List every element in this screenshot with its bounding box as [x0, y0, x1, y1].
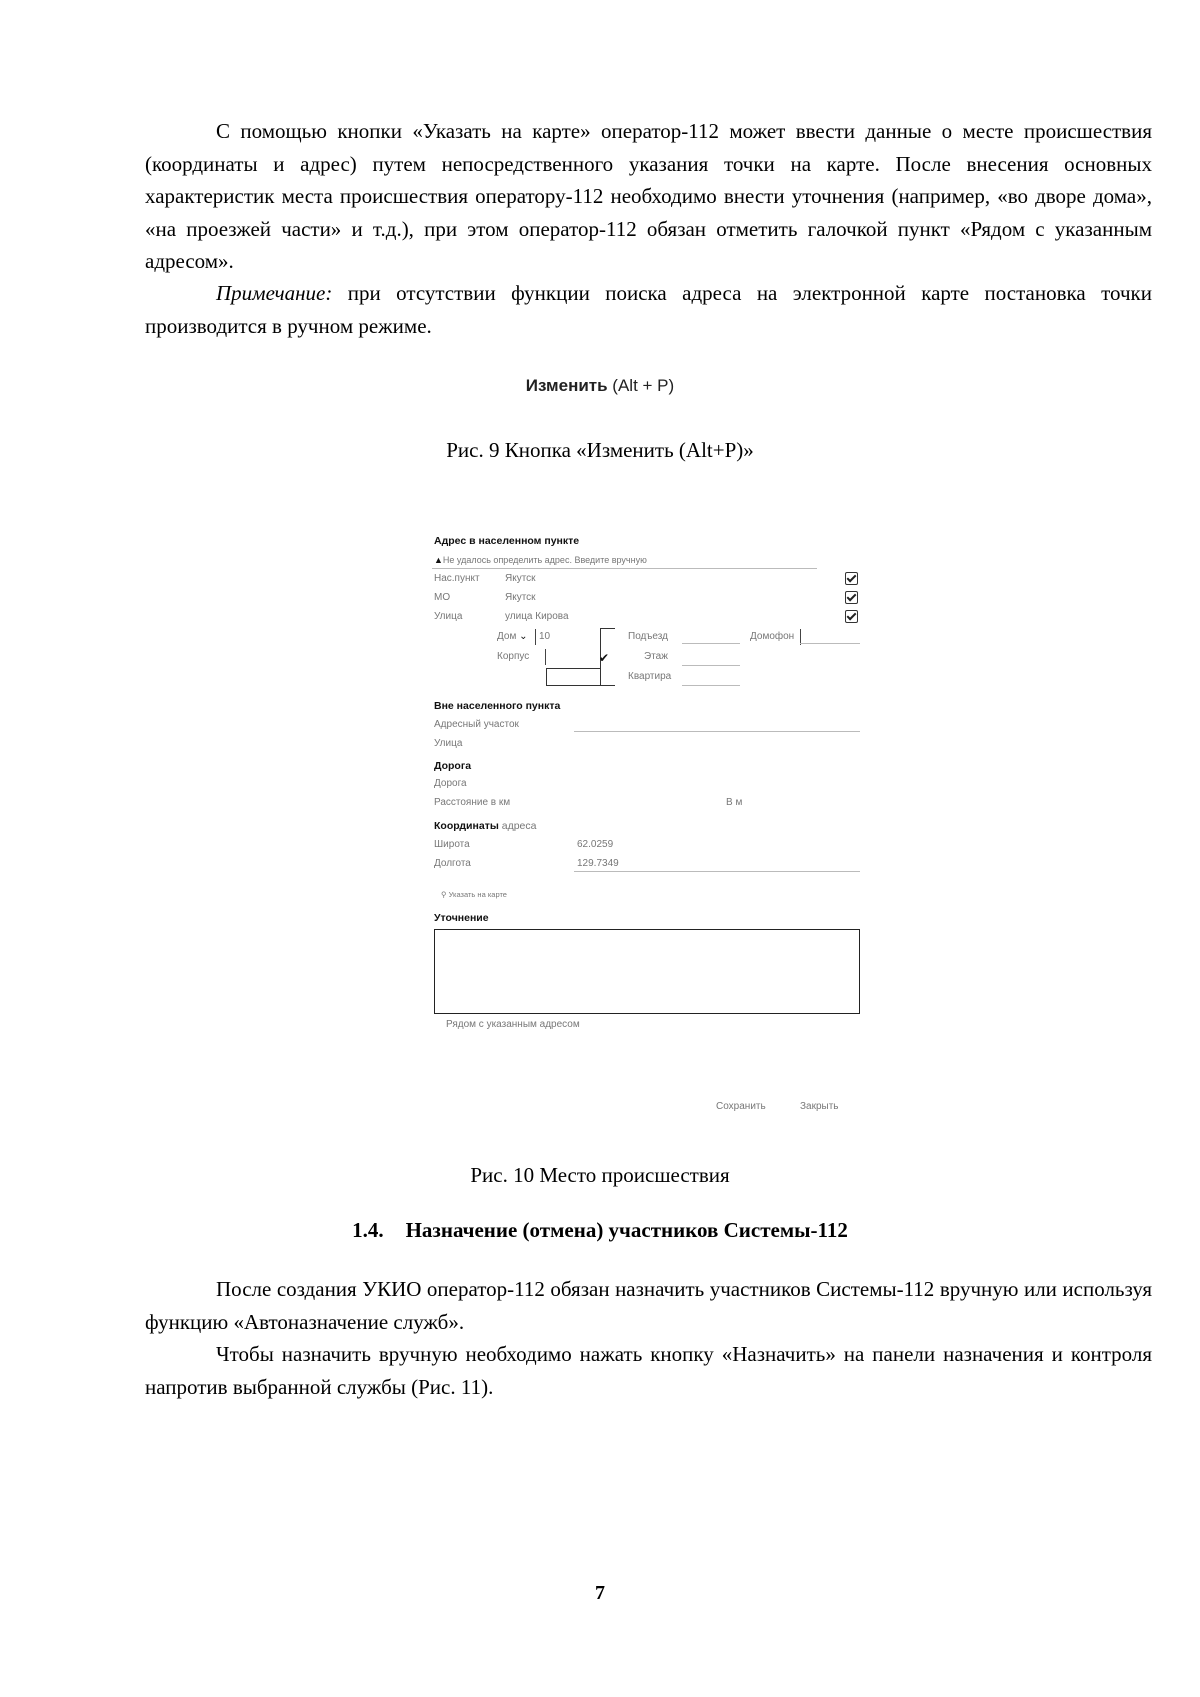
- longitude-label: Долгота: [434, 858, 471, 869]
- mo-value: Якутск: [505, 592, 536, 603]
- locality-checkbox[interactable]: [845, 572, 858, 585]
- note-text: при отсутствии функции поиска адреса на электронной карте постановка точки производится в ручном режиме.: [145, 281, 1152, 338]
- edit-button-label: Изменить: [525, 376, 608, 395]
- intercom-input[interactable]: [800, 643, 860, 644]
- clarification-title: Уточнение: [434, 912, 489, 924]
- coords-section-title: Координаты адреса: [434, 820, 537, 832]
- warning-icon: ▲: [434, 555, 443, 565]
- latitude-label: Широта: [434, 839, 470, 850]
- building-input[interactable]: [546, 668, 601, 686]
- manual-assignment-paragraph: Чтобы назначить вручную необходимо нажать кнопку «Назначить» на панели назначения и контроля напротив выбранной службы (Рис. 11).: [145, 1342, 1152, 1399]
- entrance-label: Подъезд: [628, 631, 668, 642]
- section-number: 1.4.: [352, 1218, 384, 1242]
- street-checkbox[interactable]: [845, 610, 858, 623]
- map-pin-icon: ⚲: [441, 890, 447, 899]
- assignment-paragraph: После создания УКИО оператор-112 обязан назначить участников Системы-112 вручную или используя функцию «Автоназначение служб».: [145, 1277, 1152, 1334]
- incident-location-form: [432, 535, 862, 1130]
- longitude-value: 129.7349: [577, 858, 619, 869]
- address-section-title: Адрес в населенном пункте: [434, 535, 580, 547]
- distance-km-label: Расстояние в км: [434, 797, 511, 808]
- apartment-label: Квартира: [628, 671, 672, 682]
- street-value: улица Кирова: [505, 611, 569, 622]
- street2-label: Улица: [434, 738, 463, 749]
- building-label: Корпус: [497, 651, 530, 662]
- edit-button-illustration: [0, 376, 1200, 396]
- section-heading: [0, 1218, 1200, 1243]
- longitude-underline: [574, 871, 860, 872]
- page-number: 7: [595, 1582, 605, 1604]
- figure10-caption: Рис. 10 Место происшествия: [470, 1163, 730, 1187]
- address-warning: ▲Не удалось определить адрес. Введите вручную: [434, 555, 647, 565]
- mo-checkbox[interactable]: [845, 591, 858, 604]
- check-icon: ✔: [599, 651, 610, 665]
- intercom-label: Домофон: [750, 631, 795, 642]
- apartment-input[interactable]: [682, 685, 740, 686]
- divider: [535, 629, 536, 645]
- divider: [432, 568, 817, 569]
- latitude-value: 62.0259: [577, 839, 614, 850]
- intro-paragraph: С помощью кнопки «Указать на карте» оператор-112 может ввести данные о месте происшествия (координаты и адрес) путем непосредственного указания точки на карте. После внесения основных характеристик места происшествия оператору-112 необходимо внести уточнения (например, «во дворе дома», «на проезжей части» и т.д.), при этом оператор-112 обязан отметить галочкой пункт «Рядом с указанным адресом».: [145, 119, 1152, 273]
- address-area-input[interactable]: [574, 731, 860, 732]
- floor-input[interactable]: [682, 665, 740, 666]
- distance-m-label: В м: [726, 797, 743, 808]
- mo-label: МО: [434, 592, 451, 603]
- near-address-option[interactable]: Рядом с указанным адресом: [446, 1019, 580, 1030]
- chevron-down-icon: ⌄: [519, 631, 528, 642]
- divider: [545, 649, 546, 665]
- close-button[interactable]: Закрыть: [800, 1101, 839, 1112]
- house-value: 10: [539, 631, 551, 642]
- save-button[interactable]: Сохранить: [716, 1101, 766, 1112]
- edit-button-shortcut: (Alt + P): [607, 376, 675, 395]
- road-label: Дорога: [434, 778, 467, 789]
- figure9-caption: Рис. 9 Кнопка «Изменить (Alt+P)»: [446, 438, 754, 462]
- locality-value: Якутск: [505, 573, 536, 584]
- entrance-input[interactable]: [682, 643, 740, 644]
- clarification-textarea[interactable]: [434, 929, 860, 1014]
- street-label: Улица: [434, 611, 463, 622]
- outside-locality-title: Вне населенного пункта: [434, 700, 561, 712]
- floor-label: Этаж: [644, 651, 668, 662]
- show-on-map-link[interactable]: ⚲ Указать на карте: [441, 890, 507, 899]
- road-section-title: Дорога: [434, 760, 472, 772]
- section-title: Назначение (отмена) участников Системы-112: [405, 1218, 848, 1242]
- note-label: Примечание:: [216, 281, 333, 305]
- house-type-select[interactable]: Дом ⌄: [497, 631, 528, 642]
- note-paragraph: [145, 277, 1152, 342]
- address-area-label: Адресный участок: [434, 719, 519, 730]
- locality-label: Нас.пункт: [434, 573, 480, 584]
